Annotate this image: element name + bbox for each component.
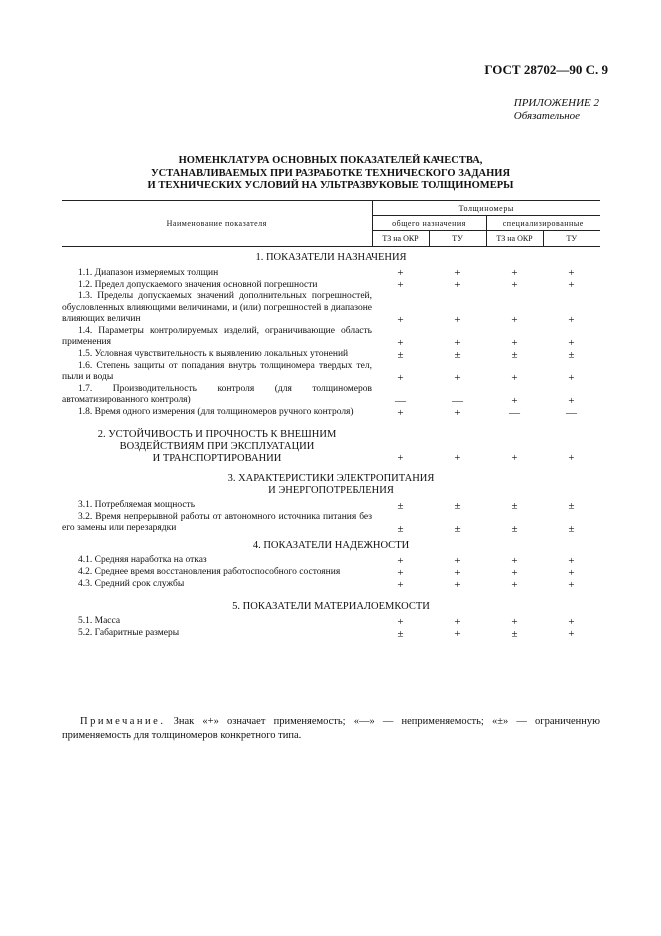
table-row bbox=[62, 616, 600, 628]
subheader-general: общего назначения bbox=[372, 216, 486, 231]
cell-value: + bbox=[511, 267, 518, 279]
cell-value: + bbox=[397, 313, 404, 326]
row-label: 1.3. Пределы допускаемых значений дополнительных погрешностей, обусловленных влияющими величинами, и (или) погрешностей в диапазоне влияющих величин bbox=[62, 291, 372, 324]
document-title bbox=[60, 155, 601, 193]
section-heading: 2. УСТОЙЧИВОСТЬ И ПРОЧНОСТЬ К ВНЕШНИМ ВОЗДЕЙСТВИЯМ ПРИ ЭКСПЛУАТАЦИИ И ТРАНСПОРТИРОВАНИИ bbox=[97, 428, 337, 464]
cell-value: + bbox=[397, 615, 404, 628]
table-row bbox=[62, 628, 600, 640]
quality-indicators-table bbox=[62, 200, 600, 640]
table-row bbox=[62, 512, 600, 535]
table-row bbox=[62, 579, 600, 591]
cell-value: + bbox=[454, 267, 461, 279]
cell-value: — bbox=[509, 406, 520, 419]
cell-value: + bbox=[568, 554, 575, 567]
cell-value: + bbox=[454, 336, 461, 349]
row-label: 1.2. Предел допускаемого значения основной погрешности bbox=[78, 279, 318, 290]
cell-value: + bbox=[568, 566, 575, 579]
row-label: 1.1. Диапазон измеряемых толщин bbox=[78, 267, 219, 278]
cell-value: ± bbox=[397, 522, 404, 535]
table-row bbox=[62, 361, 600, 384]
cell-value: + bbox=[568, 627, 575, 640]
row-label: 4.1. Средняя наработка на отказ bbox=[78, 555, 207, 565]
table-row bbox=[62, 500, 600, 512]
cell-value: + bbox=[511, 615, 518, 628]
cell-value: + bbox=[397, 452, 404, 464]
row-label: 3.2. Время непрерывной работы от автономного источника питания без его замены или перезарядки bbox=[62, 511, 372, 533]
cell-value: + bbox=[454, 313, 461, 326]
cell-value: ± bbox=[397, 627, 404, 640]
cell-value: ± bbox=[511, 348, 518, 361]
table-note bbox=[62, 715, 600, 742]
cell-value: ± bbox=[511, 627, 518, 640]
cell-value: + bbox=[511, 566, 518, 579]
cell-value: + bbox=[454, 554, 461, 567]
cell-value: + bbox=[397, 554, 404, 567]
cell-value: — bbox=[395, 394, 406, 407]
cell-value: + bbox=[511, 313, 518, 326]
note-label: Примечание. bbox=[80, 716, 166, 727]
appendix-block bbox=[514, 97, 599, 123]
cell-value: + bbox=[568, 371, 575, 384]
appendix-status: Обязательное bbox=[513, 110, 581, 122]
cell-value: + bbox=[568, 313, 575, 326]
cell-value: ± bbox=[568, 499, 575, 512]
title-line-3: И ТЕХНИЧЕСКИХ УСЛОВИЙ НА УЛЬТРАЗВУКОВЫЕ ТОЛЩИНОМЕРЫ bbox=[147, 180, 514, 191]
table-row bbox=[62, 419, 600, 468]
appendix-label: ПРИЛОЖЕНИЕ 2 bbox=[513, 97, 599, 109]
cell-value: ± bbox=[511, 522, 518, 535]
cell-value: — bbox=[566, 406, 577, 419]
section-heading: 1. ПОКАЗАТЕЛИ НАЗНАЧЕНИЯ bbox=[255, 252, 407, 263]
column-header-tz-general: ТЗ на ОКР bbox=[372, 231, 429, 247]
cell-value: + bbox=[397, 267, 404, 279]
column-header-tu-general: ТУ bbox=[429, 231, 486, 247]
cell-value: + bbox=[454, 279, 461, 291]
cell-value: + bbox=[454, 406, 461, 419]
row-label: 5.2. Габаритные размеры bbox=[78, 628, 180, 638]
table-row bbox=[62, 407, 600, 419]
section-heading: 5. ПОКАЗАТЕЛИ МАТЕРИАЛОЕМКОСТИ bbox=[232, 600, 430, 612]
table-row bbox=[62, 326, 600, 349]
cell-value: ± bbox=[454, 499, 461, 512]
note-text: Знак «+» означает применяемость; «—» — неприменяемость; «±» — ограниченную применяемость для толщиномеров конкретного типа. bbox=[62, 716, 601, 741]
cell-value: ± bbox=[454, 522, 461, 535]
cell-value: + bbox=[511, 394, 518, 407]
column-group-header: Толщиномеры bbox=[372, 201, 600, 216]
title-line-2: УСТАНАВЛИВАЕМЫХ ПРИ РАЗРАБОТКЕ ТЕХНИЧЕСКОГО ЗАДАНИЯ bbox=[150, 167, 511, 179]
cell-value: ± bbox=[568, 348, 575, 361]
cell-value: ± bbox=[568, 522, 575, 535]
cell-value: ± bbox=[454, 348, 461, 361]
table-row bbox=[62, 267, 600, 279]
cell-value: + bbox=[568, 615, 575, 628]
cell-value: + bbox=[454, 452, 461, 464]
cell-value: ± bbox=[397, 348, 404, 361]
cell-value: + bbox=[397, 406, 404, 419]
cell-value: + bbox=[568, 267, 575, 279]
cell-value: — bbox=[452, 394, 463, 407]
row-label: 1.7. Производительность контроля (для толщиномеров автоматизированного контроля) bbox=[62, 383, 372, 405]
row-label: 3.1. Потребляемая мощность bbox=[78, 500, 196, 510]
column-header-name: Наименование показателя bbox=[62, 201, 372, 247]
section-heading: 4. ПОКАЗАТЕЛИ НАДЕЖНОСТИ bbox=[252, 539, 410, 551]
gost-reference: ГОСТ 28702—90 С. 9 bbox=[484, 62, 608, 77]
title-line-1: НОМЕНКЛАТУРА ОСНОВНЫХ ПОКАЗАТЕЛЕЙ КАЧЕСТВА, bbox=[178, 155, 483, 166]
table-row bbox=[62, 555, 600, 567]
table-row bbox=[62, 567, 600, 579]
cell-value: + bbox=[568, 578, 575, 591]
cell-value: + bbox=[397, 566, 404, 579]
cell-value: + bbox=[511, 371, 518, 384]
cell-value: + bbox=[568, 336, 575, 349]
cell-value: + bbox=[568, 452, 575, 464]
cell-value: + bbox=[397, 336, 404, 349]
row-label: 4.2. Среднее время восстановления работоспособного состояния bbox=[78, 567, 341, 577]
row-label: 1.8. Время одного измерения (для толщиномеров ручного контроля) bbox=[78, 407, 354, 417]
row-label: 1.4. Параметры контролируемых изделий, ограничивающие область применения bbox=[62, 325, 372, 347]
cell-value: + bbox=[454, 578, 461, 591]
row-label: 1.5. Условная чувствительность к выявлению локальных утонений bbox=[78, 349, 349, 359]
cell-value: + bbox=[511, 554, 518, 567]
row-label: 1.6. Степень защиты от попадания внутрь толщиномера твердых тел, пыли и воды bbox=[62, 360, 372, 382]
cell-value: ± bbox=[397, 499, 404, 512]
row-label: 4.3. Средний срок службы bbox=[78, 579, 185, 589]
cell-value: + bbox=[568, 394, 575, 407]
cell-value: + bbox=[397, 578, 404, 591]
cell-value: + bbox=[454, 371, 461, 384]
section-heading: 3. ХАРАКТЕРИСТИКИ ЭЛЕКТРОПИТАНИЯ И ЭНЕРГОПОТРЕБЛЕНИЯ bbox=[227, 472, 435, 496]
cell-value: + bbox=[511, 279, 518, 291]
cell-value: + bbox=[397, 279, 404, 291]
cell-value: + bbox=[511, 578, 518, 591]
table-row bbox=[62, 384, 600, 407]
column-header-tu-special: ТУ bbox=[543, 231, 600, 247]
table-row bbox=[62, 291, 600, 326]
table-row bbox=[62, 349, 600, 361]
cell-value: + bbox=[454, 627, 461, 640]
column-header-tz-special: ТЗ на ОКР bbox=[486, 231, 543, 247]
cell-value: + bbox=[397, 371, 404, 384]
cell-value: + bbox=[568, 279, 575, 291]
subheader-special: специализированные bbox=[486, 216, 600, 231]
cell-value: + bbox=[454, 566, 461, 579]
cell-value: + bbox=[511, 452, 518, 464]
table-row bbox=[62, 279, 600, 291]
row-label: 5.1. Масса bbox=[78, 616, 121, 626]
cell-value: + bbox=[511, 336, 518, 349]
cell-value: ± bbox=[511, 499, 518, 512]
cell-value: + bbox=[454, 615, 461, 628]
